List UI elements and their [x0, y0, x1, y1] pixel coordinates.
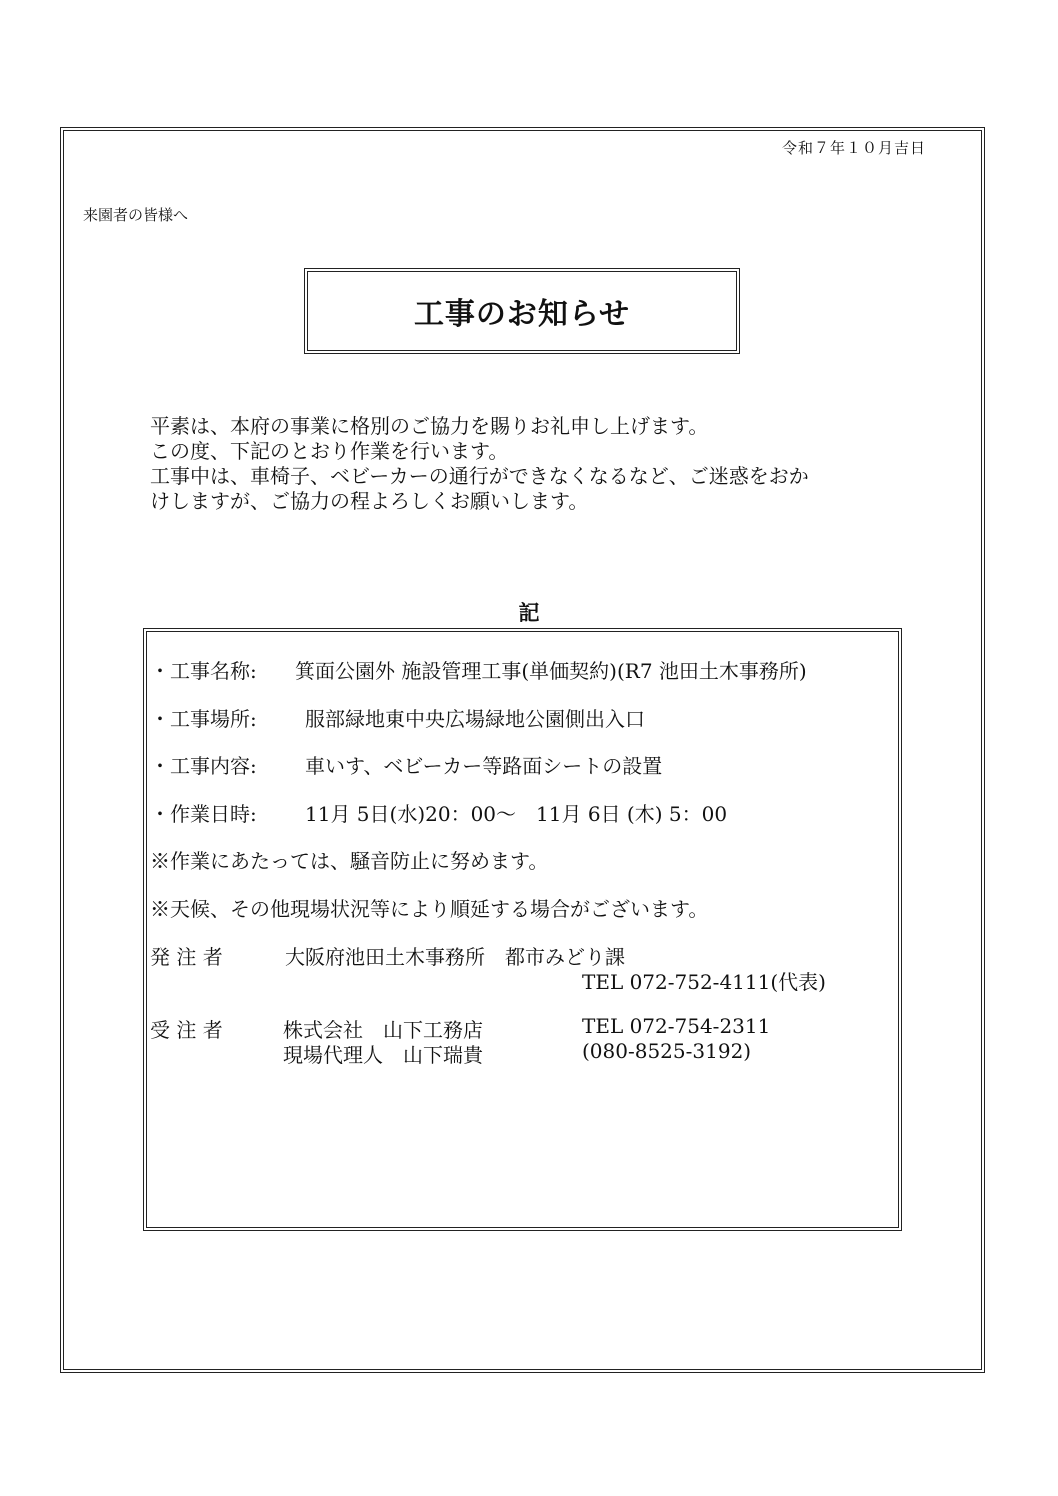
noise-note: ※作業にあたっては、騒音防止に努めます。 [150, 849, 549, 873]
construction-content-label: ・工事内容: [150, 754, 257, 778]
work-datetime-value: 11月 5日(水)20：00～ 11月 6日 (木) 5：00 [305, 802, 728, 826]
orderer-name: 大阪府池田土木事務所 都市みどり課 [285, 945, 625, 969]
intro-paragraph [150, 414, 910, 514]
construction-name-label: ・工事名称: [150, 659, 257, 683]
title-box [304, 268, 740, 354]
intro-line: 平素は、本府の事業に格別のご協力を賜りお礼申し上げます。 [150, 414, 709, 438]
intro-line: けしますが、ご協力の程よろしくお願いします。 [150, 489, 589, 513]
notice-date: 令和７年１０月吉日 [781, 139, 926, 157]
construction-content-value: 車いす、ベビーカー等路面シートの設置 [305, 754, 663, 778]
construction-place-value: 服部緑地東中央広場緑地公園側出入口 [305, 707, 645, 731]
contractor-label: 受 注 者 [150, 1018, 223, 1042]
intro-line: この度、下記のとおり作業を行います。 [150, 439, 509, 463]
construction-content-row [150, 750, 663, 779]
intro-line: 工事中は、車椅子、ベビーカーの通行ができなくなるなど、ご迷惑をおか [150, 464, 809, 488]
construction-name-value: 箕面公園外 施設管理工事(単価契約)(R7 池田土木事務所) [295, 659, 807, 683]
ki-heading: 記 [518, 601, 540, 625]
site-agent-mobile: (080-8525-3192) [582, 1039, 752, 1063]
orderer-tel: TEL 072-752-4111(代表) [582, 970, 826, 994]
work-datetime-row [150, 798, 728, 827]
contractor-company: 株式会社 山下工務店 [283, 1018, 483, 1042]
construction-place-row [150, 703, 645, 732]
contractor-tel: TEL 072-754-2311 [582, 1014, 771, 1038]
addressee: 来園者の皆様へ [83, 206, 189, 224]
site-agent: 現場代理人 山下瑞貴 [283, 1043, 483, 1067]
construction-name-row [150, 655, 807, 684]
notice-title: 工事のお知らせ [413, 297, 631, 332]
weather-note: ※天候、その他現場状況等により順延する場合がございます。 [150, 897, 709, 921]
orderer-label: 発 注 者 [150, 945, 223, 969]
construction-place-label: ・工事場所: [150, 707, 257, 731]
work-datetime-label: ・作業日時: [150, 802, 257, 826]
